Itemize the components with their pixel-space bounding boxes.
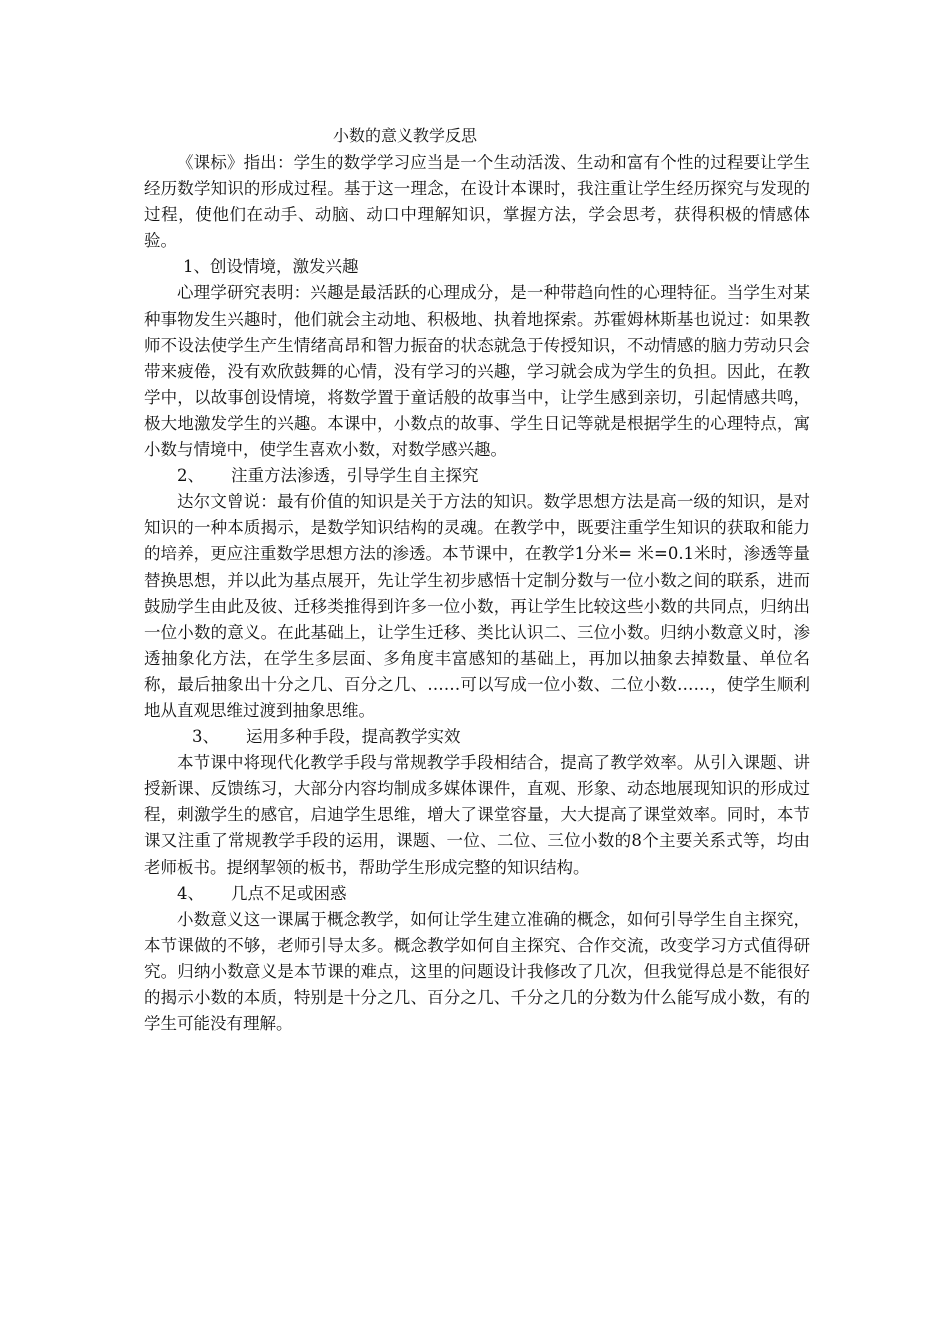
- section-4-heading: [144, 881, 810, 907]
- section-3-heading: [144, 724, 810, 750]
- section-2-paragraph: 达尔文曾说：最有价值的知识是关于方法的知识。数学思想方法是高一级的知识，是对知识的一种本质揭示，是数学知识结构的灵魂。在教学中，既要注重学生知识的获取和能力的培养，更应注重数学思想方法的渗透。本节课中，在教学1分米= 米=0.1米时，渗透等量替换思想，并以此为基点展开，先让学生初步感悟十定制分数与一位小数之间的联系，进而鼓励学生由此及彼、迁移类推得到许多一位小数，再让学生比较这些小数的共同点，归纳出一位小数的意义。在此基础上，让学生迁移、类比认识二、三位小数。归纳小数意义时，渗透抽象化方法，在学生多层面、多角度丰富感知的基础上，再加以抽象去掉数量、单位名称，最后抽象出十分之几、百分之几、……可以写成一位小数、二位小数……，使学生顺利地从直观思维过渡到抽象思维。: [144, 492, 811, 720]
- section-1-title: 创设情境，激发兴趣: [210, 257, 359, 277]
- section-1-heading: [144, 254, 810, 280]
- section-3-paragraph: 本节课中将现代化教学手段与常规教学手段相结合，提高了教学效率。从引入课题、讲授新课、反馈练习，大部分内容均制成多媒体课件，直观、形象、动态地展现知识的形成过程，刺激学生的感官，启迪学生思维，增大了课堂容量，大大提高了课堂效率。同时，本节课又注重了常规教学手段的运用，课题、一位、二位、三位小数的8个主要关系式等，均由老师板书。提纲挈领的板书，帮助学生形成完整的知识结构。: [144, 753, 810, 877]
- document-title: 小数的意义教学反思: [333, 126, 478, 145]
- section-3-number: 3、: [192, 727, 219, 747]
- section-4-title: 几点不足或困惑: [231, 883, 347, 903]
- section-1-paragraph: 心理学研究表明：兴趣是最活跃的心理成分，是一种带趋向性的心理特征。当学生对某种事物发生兴趣时，他们就会主动地、积极地、执着地探索。苏霍姆林斯基也说过：如果教师不设法使学生产生情绪高昂和智力振奋的状态就急于传授知识，不动情感的脑力劳动只会带来疲倦，没有欢欣鼓舞的心情，没有学习的兴趣，学习就会成为学生的负担。因此，在教学中，以故事创设情境，将数学置于童话般的故事当中，让学生感到亲切，引起情感共鸣，极大地激发学生的兴趣。本课中，小数点的故事、学生日记等就是根据学生的心理特点，寓小数与情境中，使学生喜欢小数，对数学感兴趣。: [144, 283, 810, 460]
- section-1-number: 1、: [183, 257, 210, 277]
- section-2-heading: [144, 463, 810, 489]
- section-4-number: 4、: [177, 883, 204, 903]
- section-3-title: 运用多种手段，提高教学实效: [246, 727, 461, 747]
- intro-paragraph: 《课标》指出：学生的数学学习应当是一个生动活泼、生动和富有个性的过程要让学生经历数学知识的形成过程。基于这一理念，在设计本课时，我注重让学生经历探究与发现的过程，使他们在动手、动脑、动口中理解知识，掌握方法，学会思考，获得积极的情感体验。: [144, 153, 810, 251]
- section-2-number: 2、: [177, 466, 204, 486]
- section-2-title: 注重方法渗透，引导学生自主探究: [231, 466, 479, 486]
- document-body: [144, 150, 810, 1037]
- section-4-paragraph: 小数意义这一课属于概念教学，如何让学生建立准确的概念，如何引导学生自主探究，本节课做的不够，老师引导太多。概念教学如何自主探究、合作交流，改变学习方式值得研究。归纳小数意义是本节课的难点，这里的问题设计我修改了几次，但我觉得总是不能很好的揭示小数的本质，特别是十分之几、百分之几、千分之几的分数为什么能写成小数，有的学生可能没有理解。: [144, 909, 810, 1034]
